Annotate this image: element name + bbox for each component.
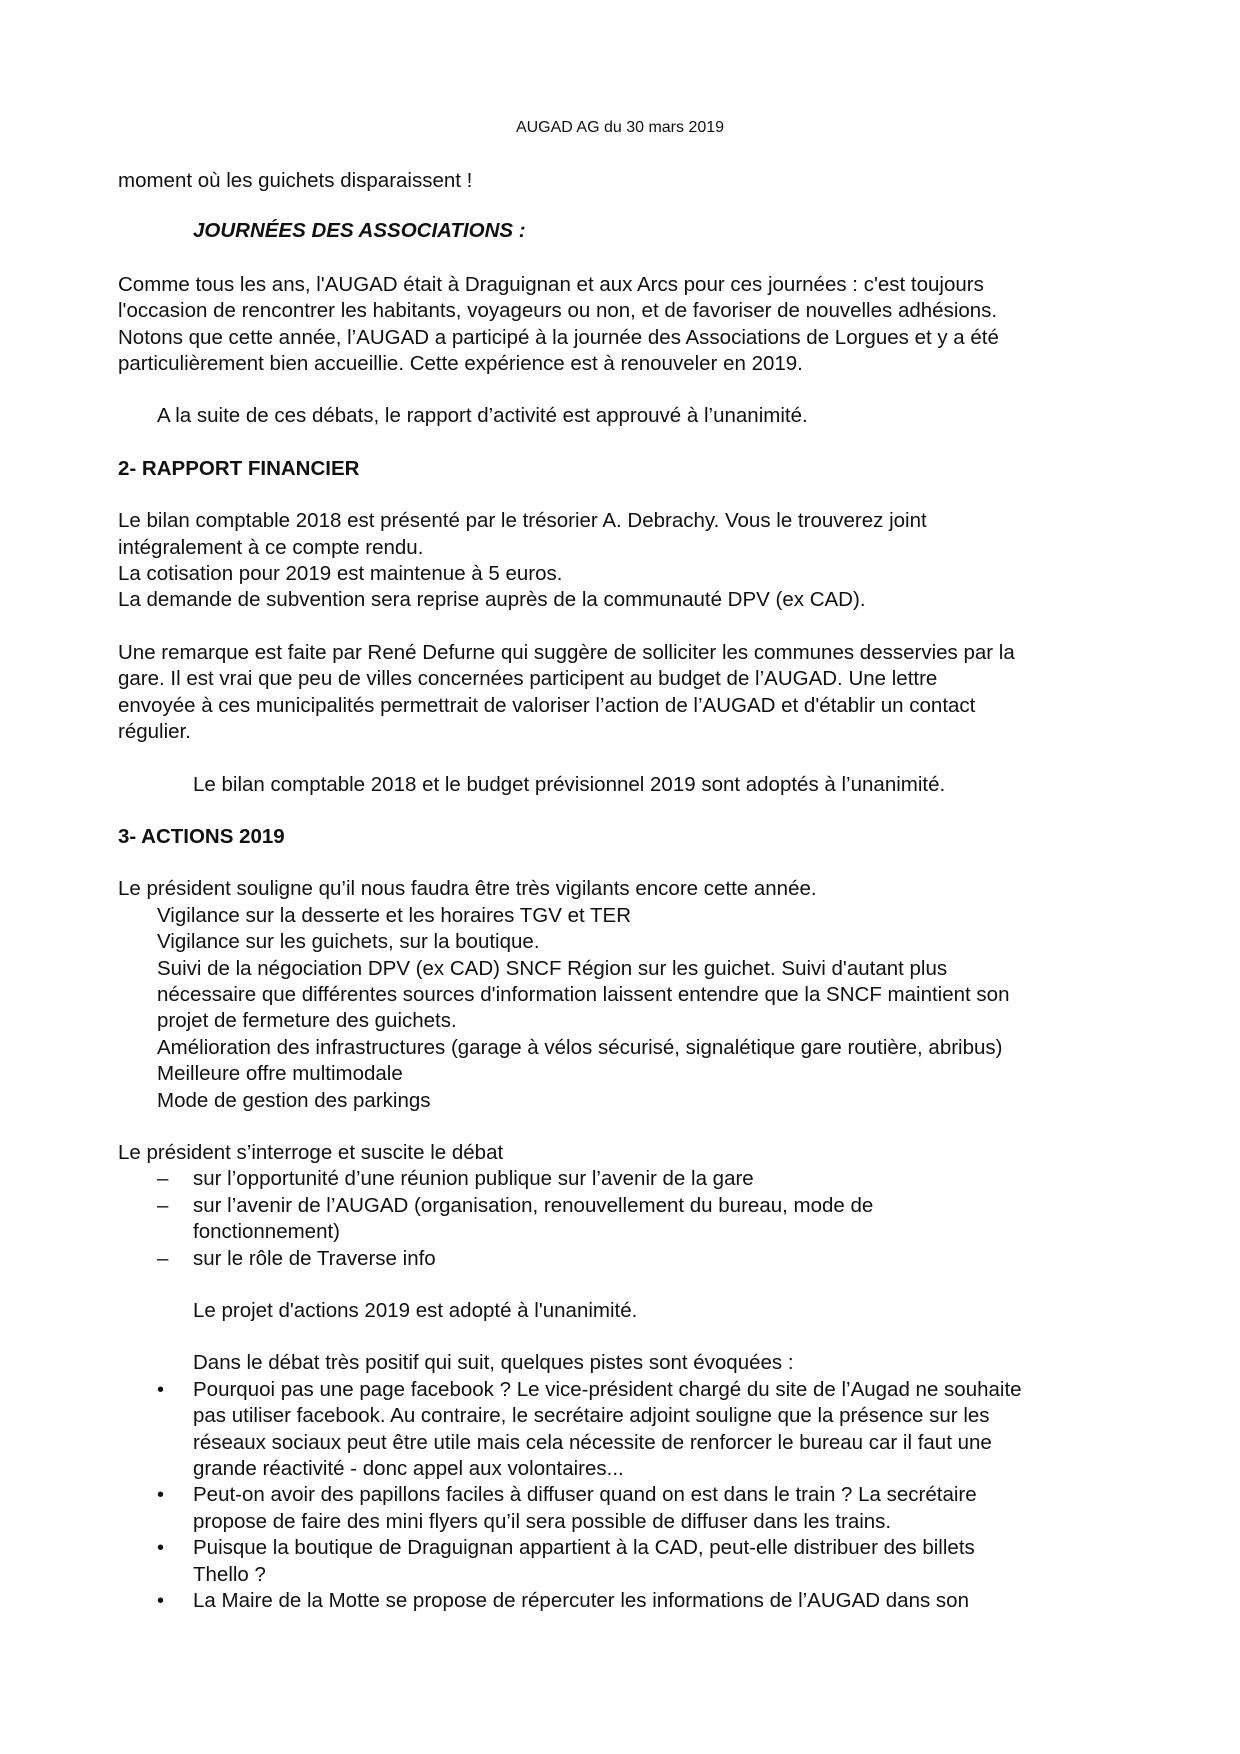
text-line: sur le rôle de Traverse info <box>193 1246 436 1270</box>
section-title-rapport-financier: 2- RAPPORT FINANCIER <box>118 456 360 480</box>
pistes-intro: Dans le débat très positif qui suit, quelques pistes sont évoquées : <box>193 1351 794 1375</box>
dash-marker: – <box>157 1246 169 1270</box>
text-line: sur l’opportunité d’une réunion publique sur l’avenir de la gare <box>193 1167 754 1191</box>
actions-adopted: Le projet d'actions 2019 est adopté à l'unanimité. <box>193 1299 638 1322</box>
financier-lines <box>118 508 1128 614</box>
text-line: Le bilan comptable 2018 est présenté par le trésorier A. Debrachy. Vous le trouverez joint <box>118 509 927 533</box>
document-body <box>118 168 1128 1614</box>
text-line: La demande de subvention sera reprise auprès de la communauté DPV (ex CAD). <box>118 588 866 612</box>
list-item <box>118 1246 1128 1272</box>
text-line: Puisque la boutique de Draguignan appartient à la CAD, peut-elle distribuer des billets <box>193 1536 975 1560</box>
list-item <box>118 1482 1128 1535</box>
dash-marker: – <box>157 1167 169 1191</box>
text-line: nécessaire que différentes sources d'information laissent entendre que la SNCF maintient son <box>157 982 1010 1006</box>
dash-marker: – <box>157 1193 169 1217</box>
text-line: Peut-on avoir des papillons faciles à diffuser quand on est dans le train ? La secrétaire <box>193 1483 977 1507</box>
pistes-list <box>118 1377 1128 1615</box>
text-line: particulièrement bien accueillie. Cette expérience est à renouveler en 2019. <box>118 352 803 376</box>
list-item <box>118 1166 1128 1192</box>
financier-conclusion: Le bilan comptable 2018 et le budget prévisionnel 2019 sont adoptés à l’unanimité. <box>193 772 946 796</box>
list-item <box>118 1588 1128 1614</box>
list-item <box>118 1193 1128 1246</box>
journees-paragraph <box>118 272 1128 378</box>
text-line: projet de fermeture des guichets. <box>157 1009 457 1033</box>
text-line: fonctionnement) <box>193 1220 341 1244</box>
page-header: AUGAD AG du 30 mars 2019 <box>515 119 725 136</box>
intro-line: moment où les guichets disparaissent ! <box>118 169 473 192</box>
list-item <box>118 1535 1128 1588</box>
bullet-marker: • <box>157 1484 165 1507</box>
text-line: pas utiliser facebook. Au contraire, le secrétaire adjoint souligne que la présence sur les <box>193 1404 990 1428</box>
text-line: sur l’avenir de l’AUGAD (organisation, renouvellement du bureau, mode de <box>193 1193 874 1217</box>
text-line: Vigilance sur la desserte et les horaires TGV et TER <box>157 903 632 927</box>
text-line: La cotisation pour 2019 est maintenue à 5 euros. <box>118 562 563 586</box>
section-title-actions: 3- ACTIONS 2019 <box>118 824 285 848</box>
journees-conclusion: A la suite de ces débats, le rapport d’activité est approuvé à l’unanimité. <box>157 404 808 428</box>
text-line: réseaux sociaux peut être utile mais cela nécessite de renforcer le bureau car il faut une <box>193 1430 992 1454</box>
vigilance-list <box>118 903 1128 1114</box>
debate-intro: Le président s’interroge et suscite le débat <box>118 1140 504 1164</box>
text-line: La Maire de la Motte se propose de répercuter les informations de l’AUGAD dans son <box>193 1589 969 1613</box>
text-line: grande réactivité - donc appel aux volontaires... <box>193 1457 624 1481</box>
text-line: Pourquoi pas une page facebook ? Le vice-président chargé du site de l’Augad ne souhaite <box>193 1377 1022 1401</box>
text-line: propose de faire des mini flyers qu’il sera possible de diffuser dans les trains. <box>193 1509 892 1533</box>
text-line: intégralement à ce compte rendu. <box>118 535 424 559</box>
financier-remark <box>118 640 1128 746</box>
journees-title: JOURNÉES DES ASSOCIATIONS : <box>193 219 526 243</box>
debate-list <box>118 1166 1128 1272</box>
text-line: Mode de gestion des parkings <box>157 1088 431 1112</box>
list-item <box>118 1377 1128 1483</box>
text-line: l'occasion de rencontrer les habitants, voyageurs ou non, et de favoriser de nouvelles adhésions. <box>118 299 998 323</box>
text-line: Suivi de la négociation DPV (ex CAD) SNCF Région sur les guichet. Suivi d'autant plus <box>157 956 948 980</box>
text-line: Vigilance sur les guichets, sur la boutique. <box>157 930 540 954</box>
bullet-marker: • <box>157 1590 165 1613</box>
text-line: Une remarque est faite par René Defurne qui suggère de solliciter les communes desservies par la <box>118 640 1015 664</box>
bullet-marker: • <box>157 1537 165 1560</box>
text-line: Amélioration des infrastructures (garage à vélos sécurisé, signalétique gare routière, abribus) <box>157 1035 1003 1059</box>
text-line: gare. Il est vrai que peu de villes concernées participent au budget de l’AUGAD. Une lettre <box>118 667 938 691</box>
text-line: Meilleure offre multimodale <box>157 1062 403 1086</box>
text-line: envoyée à ces municipalités permettrait de valoriser l’action de l’AUGAD et d'établir un contact <box>118 693 976 717</box>
text-line: régulier. <box>118 720 191 744</box>
text-line: Notons que cette année, l’AUGAD a participé à la journée des Associations de Lorgues et y a été <box>118 325 999 349</box>
text-line: Thello ? <box>193 1562 266 1586</box>
bullet-marker: • <box>157 1378 165 1401</box>
text-line: Comme tous les ans, l'AUGAD était à Draguignan et aux Arcs pour ces journées : c'est toujours <box>118 272 984 296</box>
actions-intro: Le président souligne qu’il nous faudra être très vigilants encore cette année. <box>118 877 817 901</box>
